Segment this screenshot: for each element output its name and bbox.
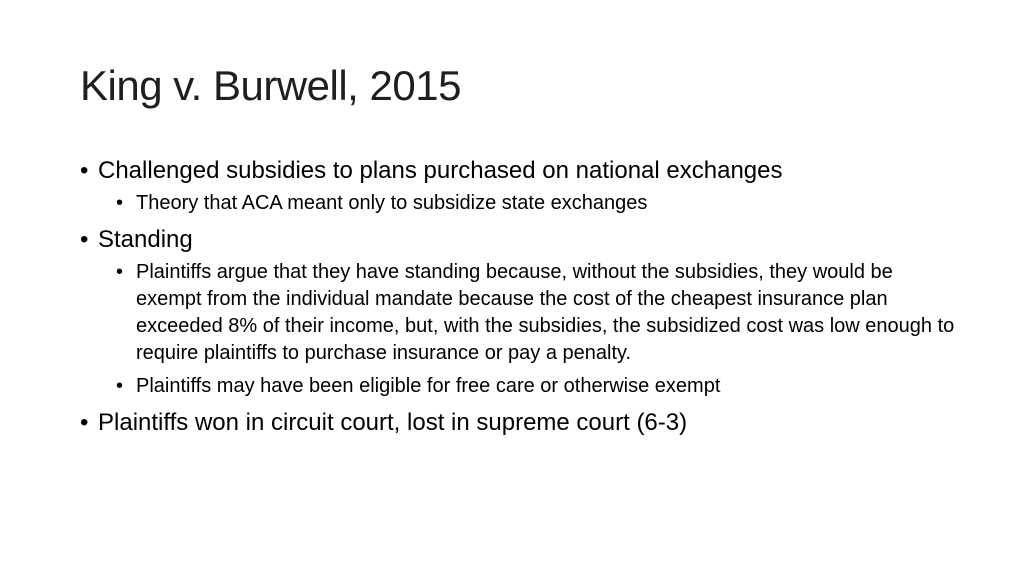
bullet-icon: • [80, 226, 89, 253]
bullet-icon: • [116, 192, 124, 214]
bullet-icon: • [80, 157, 89, 184]
sub-bullet-text: Theory that ACA meant only to subsidize state exchanges [136, 192, 648, 214]
sub-bullet-list [80, 190, 960, 217]
bullet-item [80, 406, 960, 440]
sub-bullet-text: Plaintiffs may have been eligible for free care or otherwise exempt [136, 375, 721, 397]
slide-content [80, 154, 960, 442]
sub-bullet-item [80, 373, 960, 400]
slide-title: King v. Burwell, 2015 [80, 62, 461, 109]
bullet-item [80, 154, 960, 188]
bullet-text: Standing [98, 226, 193, 253]
sub-bullet-item [80, 190, 960, 217]
bullet-item [80, 223, 960, 257]
bullet-icon: • [116, 261, 124, 283]
sub-bullet-item [80, 259, 960, 367]
bullet-text: Plaintiffs won in circuit court, lost in supreme court (6-3) [98, 409, 688, 436]
sub-bullet-list [80, 259, 960, 400]
bullet-icon: • [80, 409, 89, 436]
bullet-text: Challenged subsidies to plans purchased on national exchanges [98, 157, 783, 184]
bullet-icon: • [116, 375, 124, 397]
sub-bullet-text: Plaintiffs argue that they have standing because, without the subsidies, they would be exempt from the individual mandate because the cost of the cheapest insurance plan exceeded 8% of their income, but, with the subsidies, the subsidized cost was low enough to require plaintiffs to purchase insurance or pay a penalty. [136, 261, 955, 364]
